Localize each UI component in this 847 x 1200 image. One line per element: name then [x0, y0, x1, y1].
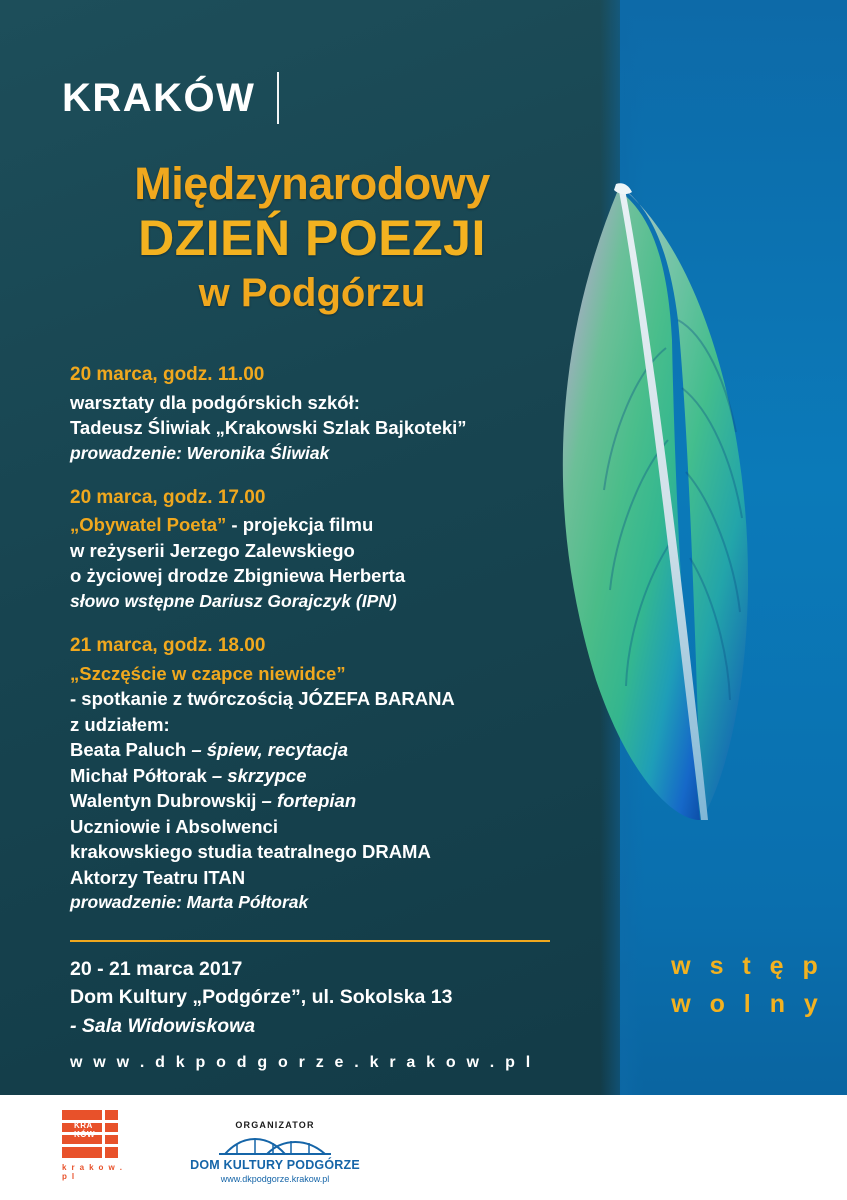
- performer-role: – fortepian: [256, 790, 357, 812]
- performer-line: [70, 763, 570, 789]
- venue-place: Dom Kultury „Podgórze”, ul. Sokolska 13: [70, 986, 453, 1009]
- program-list: [70, 362, 570, 935]
- event-line: warsztaty dla podgórskich szkół:: [70, 391, 360, 413]
- performer-role: – skrzypce: [206, 764, 307, 786]
- organizer-name: DOM KULTURY PODGÓRZE: [190, 1158, 360, 1172]
- event-title-highlight: „Szczęście w czapce niewidce”: [70, 662, 346, 684]
- performer-line: [70, 737, 570, 763]
- event-line-rest: - projekcja filmu: [226, 514, 374, 536]
- organizer-label: ORGANIZATOR: [235, 1120, 315, 1130]
- performer-name: Beata Paluch: [70, 739, 187, 761]
- event-line-host: prowadzenie: Weronika Śliwiak: [70, 442, 330, 463]
- krakow-wordmark: [62, 72, 279, 124]
- event-line: Uczniowie i Absolwenci: [70, 815, 278, 837]
- title-line-3: w Podgórzu: [198, 270, 426, 315]
- venue-info: [70, 955, 590, 1072]
- krakow-wordmark-text: KRAKÓW: [62, 76, 256, 120]
- event-line: [70, 512, 570, 538]
- event-line: krakowskiego studia teatralnego DRAMA: [70, 841, 431, 863]
- krakow-city-logo: [52, 1110, 130, 1182]
- website-url[interactable]: w w w . d k p o d g o r z e . k r a k o w . p l: [70, 1053, 534, 1071]
- organizer-logo: [185, 1120, 365, 1184]
- venue-room: - Sala Widowiskowa: [70, 1014, 256, 1037]
- event-line: w reżyserii Jerzego Zalewskiego: [70, 539, 355, 561]
- footer: [0, 1095, 847, 1200]
- event-datetime: 21 marca, godz. 18.00: [70, 635, 266, 657]
- admission-badge: [655, 948, 840, 1023]
- event-datetime: 20 marca, godz. 11.00: [70, 364, 265, 385]
- page-title: [62, 160, 562, 316]
- admission-line-2: w o l n y: [671, 989, 824, 1018]
- logo-gap: [62, 1144, 118, 1147]
- krakow-logo-text-line1: KRA: [74, 1121, 93, 1130]
- title-line-1: Międzynarodowy: [134, 158, 490, 209]
- event-line: z udziałem:: [70, 713, 170, 735]
- performer-name: Michał Półtorak: [70, 764, 207, 786]
- bridge-icon: [215, 1132, 335, 1158]
- krakow-logo-caption: k r a k o w . p l: [62, 1163, 124, 1181]
- admission-line-1: w s t ę p: [671, 952, 824, 980]
- organizer-url[interactable]: www.dkpodgorze.krakow.pl: [220, 1174, 330, 1184]
- performer-role: – śpiew, recytacja: [186, 739, 348, 761]
- event-line-host: słowo wstępne Dariusz Gorajczyk (IPN): [70, 591, 397, 611]
- event-line-highlight: „Obywatel Poeta”: [70, 514, 227, 536]
- event-line: o życiowej drodze Zbigniewa Herberta: [70, 565, 406, 587]
- performer-name: Walentyn Dubrowskij: [70, 790, 257, 812]
- krakow-logo-text-line2: KÓW: [74, 1129, 96, 1139]
- event-line: - spotkanie z twórczością JÓZEFA BARANA: [70, 688, 455, 710]
- event-line: Tadeusz Śliwiak „Krakowski Szlak Bajkoteki”: [70, 417, 467, 439]
- event-line-title: [70, 661, 570, 687]
- venue-dates: 20 - 21 marca 2017: [70, 958, 243, 980]
- krakow-logo-mark: [62, 1110, 118, 1158]
- krakow-logo-text: [74, 1122, 95, 1140]
- logo-gap: [102, 1110, 105, 1158]
- event-line: Aktorzy Teatru ITAN: [70, 866, 246, 888]
- wordmark-divider: [277, 72, 279, 124]
- event-line-host: prowadzenie: Marta Półtorak: [70, 892, 309, 913]
- divider: [70, 940, 550, 942]
- event-item: [70, 633, 570, 914]
- title-line-2: DZIEŃ POEZJI: [138, 209, 486, 266]
- event-item: [70, 362, 570, 465]
- performer-line: [70, 788, 570, 814]
- event-item: [70, 485, 570, 613]
- event-datetime: 20 marca, godz. 17.00: [70, 486, 266, 508]
